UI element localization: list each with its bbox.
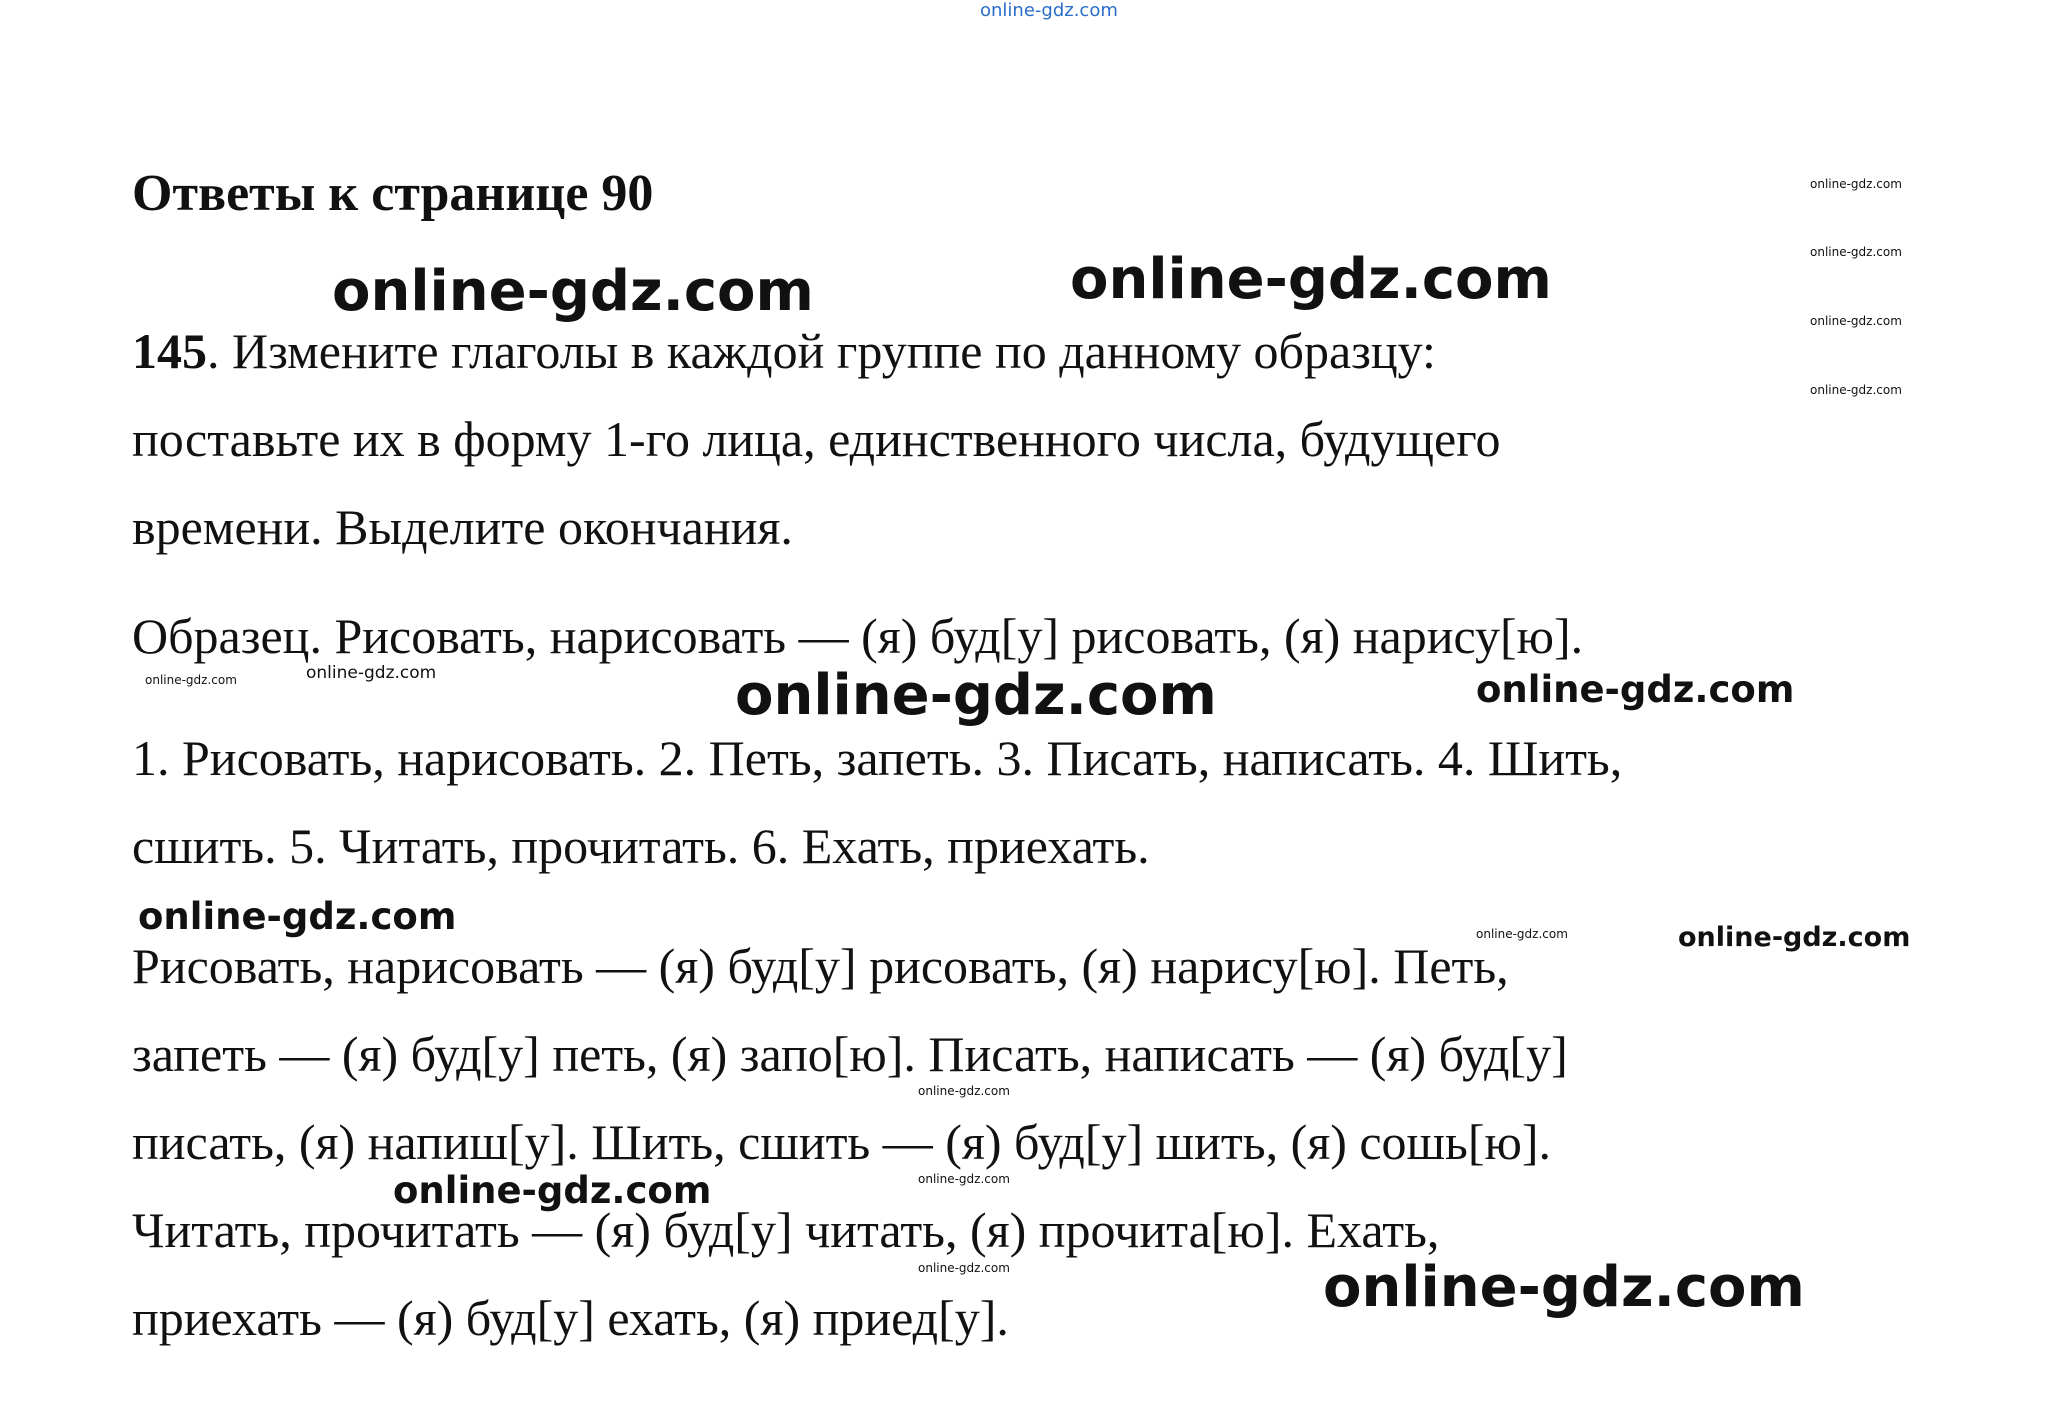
watermark-small: online-gdz.com	[1810, 245, 1902, 259]
watermark-large: online-gdz.com	[332, 259, 814, 324]
answer-line-4: Читать, прочитать — (я) буд[у] читать, (я) прочита[ю]. Ехать,	[132, 1202, 1440, 1258]
watermark-medium: online-gdz.com	[393, 1169, 712, 1212]
watermark-medium: online-gdz.com	[1678, 922, 1911, 953]
watermark-large: online-gdz.com	[1323, 1255, 1805, 1320]
task-line-2: поставьте их в форму 1-го лица, единственного числа, будущего	[132, 411, 1501, 467]
watermark-small: online-gdz.com	[1810, 177, 1902, 191]
task-number: 145	[132, 323, 207, 379]
watermark-medium: online-gdz.com	[138, 895, 457, 938]
answer-line-5: приехать — (я) буд[у] ехать, (я) приед[у].	[132, 1290, 1009, 1346]
watermark-large: online-gdz.com	[1070, 247, 1552, 312]
watermark-large: online-gdz.com	[735, 663, 1217, 728]
sample-line: Образец. Рисовать, нарисовать — (я) буд[у] рисовать, (я) нарису[ю].	[132, 608, 1584, 664]
task-line-1: . Измените глаголы в каждой группе по данному образцу:	[207, 323, 1436, 379]
answer-line-2: запеть — (я) буд[у] петь, (я) запо[ю]. Писать, написать — (я) буд[у]	[132, 1026, 1568, 1082]
answer-line-3: писать, (я) напиш[у]. Шить, сшить — (я) буд[у] шить, (я) сошь[ю].	[132, 1114, 1552, 1170]
watermark-top: online-gdz.com	[980, 0, 1118, 21]
answer-line-1: Рисовать, нарисовать — (я) буд[у] рисовать, (я) нарису[ю]. Петь,	[132, 938, 1509, 994]
exercise-line-2: сшить. 5. Читать, прочитать. 6. Ехать, приехать.	[132, 818, 1150, 874]
watermark-medium: online-gdz.com	[306, 663, 437, 683]
watermark-small: online-gdz.com	[918, 1261, 1010, 1275]
exercise-text	[132, 714, 1932, 890]
task-line-3: времени. Выделите окончания.	[132, 499, 793, 555]
task-line	[132, 307, 1832, 395]
watermark-small: online-gdz.com	[918, 1172, 1010, 1186]
task-text	[132, 307, 1832, 571]
exercise-line-1: 1. Рисовать, нарисовать. 2. Петь, запеть. 3. Писать, написать. 4. Шить,	[132, 730, 1623, 786]
watermark-small: online-gdz.com	[145, 673, 237, 687]
watermark-small: online-gdz.com	[918, 1084, 1010, 1098]
watermark-small: online-gdz.com	[1810, 383, 1902, 397]
watermark-small: online-gdz.com	[1810, 314, 1902, 328]
watermark-medium: online-gdz.com	[1476, 668, 1795, 711]
page-title: Ответы к странице 90	[132, 165, 654, 222]
watermark-small: online-gdz.com	[1476, 927, 1568, 941]
